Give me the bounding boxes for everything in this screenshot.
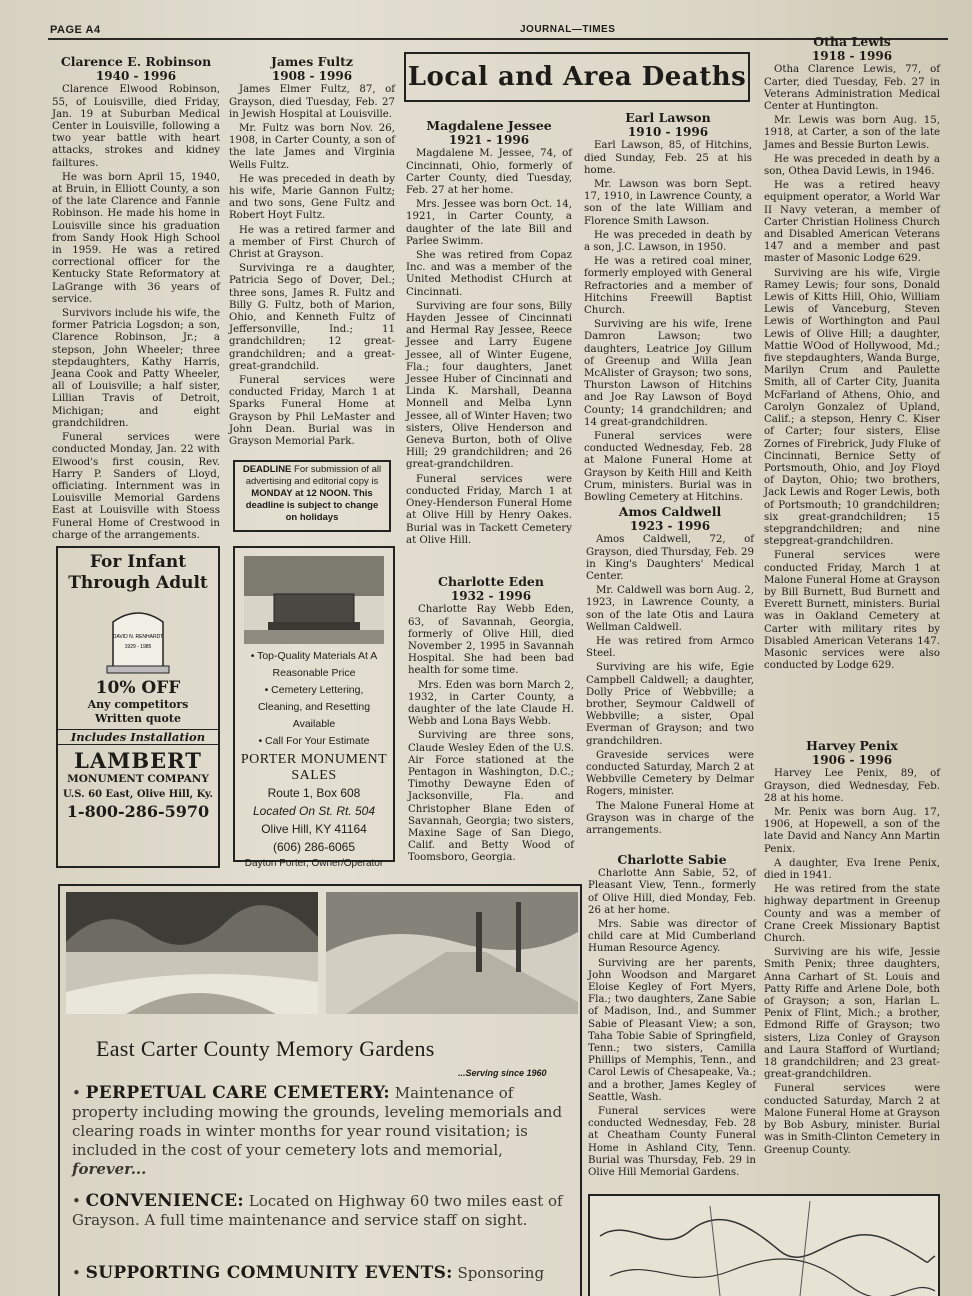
- stone-name: DAVID N. RENHARDT: [112, 634, 164, 640]
- deadline-label: DEADLINE: [242, 464, 292, 475]
- company-city: Olive Hill, KY 41164: [261, 822, 367, 836]
- obit-paragraph: Charlotte Ann Sabie, 52, of Pleasant View, Tenn., formerly of Olive Hill, died Monday, Feb. 26 at her home.: [588, 868, 756, 916]
- bullet-heading: PERPETUAL CARE CEMETERY:: [85, 1083, 390, 1103]
- obit-paragraph: Surviving are his wife, Irene Damron Lawson; two daughters, Leatrice Joy Gillum of Greenup and Willa Jean McAlister of Grayson; two sons, Thurston Lawson of Hitchins and Joe Ray Lawson of Boyd County; 14 grandchildren; and 14 great-grandchildren.: [584, 319, 752, 428]
- ad-bullet: • Cemetery Lettering, Cleaning, and Resetting Available: [257, 684, 371, 730]
- obit-paragraph: Survivinga re a daughter, Patricia Sego of Dover, Del.; three sons, James R. Fultz and Billy G. Fultz, both of Marion, Ohio, and Kenneth Fultz of Jeffersonville, Ind.; 11 grandchildren; 12 great-grandchildren; and a great-great-grandchild.: [229, 263, 395, 372]
- obit-years: 1923 - 1996: [629, 519, 711, 534]
- section-title-box: [404, 52, 750, 102]
- paper-name: JOURNAL—TIMES: [520, 24, 616, 35]
- obit-paragraph: Magdalene M. Jessee, 74, of Cincinnati, Ohio, formerly of Carter County, died Tuesday, Feb. 27 at her home.: [406, 148, 572, 197]
- section-title: Local and Area Deaths: [407, 62, 747, 92]
- deadline-bold-text: MONDAY at 12 NOON. This deadline is subject to change on holidays: [245, 488, 379, 523]
- company-address: U.S. 60 East, Olive Hill, Ky.: [63, 789, 213, 800]
- company-subname: MONUMENT COMPANY: [67, 773, 209, 785]
- obit-paragraph: He was preceded in death by a son, J.C. Lawson, in 1950.: [584, 229, 752, 254]
- cemetery-image-right: [326, 892, 578, 1014]
- company-name: PORTER MONUMENT SALES: [240, 752, 388, 783]
- obit-paragraph: Surviving are four sons, Billy Hayden Jessee of Cincinnati and Hermal Ray Jessee, Reece Jessee and Larry Eugene Jessee, all of Winter Eugene, Fla.; four daughters, Janet Jessee Huber of Cincinnati and Linda K. Marshall, Deanna Monnell and Melba Lynn Jessee, all of Winter Haven; two sisters, Olive Henderson and Geneva Burton, both of Olive Hill; 29 grandchildren; and 26 great-grandchildren.: [406, 300, 572, 471]
- map-drawing: [590, 1196, 938, 1296]
- cemetery-photo-right: [326, 892, 578, 1014]
- obit-paragraph: He was a retired farmer and a member of First Church of Christ at Grayson.: [229, 224, 395, 261]
- obit-paragraph: Mr. Penix was born Aug. 17, 1906, at Hopewell, a son of the late David and Nancy Ann Martin Penix.: [764, 807, 940, 855]
- obituary-lawson: [584, 112, 752, 506]
- ad-line: Any competitors: [87, 698, 189, 711]
- monument-photo: [244, 556, 384, 644]
- obituary-fultz: [229, 56, 395, 450]
- ad-bullet-community: • SUPPORTING COMMUNITY EVENTS: Sponsoring: [72, 1263, 545, 1283]
- obit-name: Magdalene Jessee: [426, 118, 552, 133]
- obit-paragraph: He was retired from the state highway department in Greenup County and was a member of Crane Creek Missionary Baptist Church.: [764, 884, 940, 945]
- obit-paragraph: Surviving are her parents, John Woodson and Margaret Eloise Kegley of Fort Myers, Fla.; two daughters, Zane Sabie of Madison, Ind., and Summer Sabie of Pleasant View; a son, Taha Tobie Sabie of Springfield, Tenn.; two sisters, Camilla Phillips of Memphis, Tenn., and Carol Lewis of Chesapeake, Va.; and a brother, James Kegley of Seattle, Wash.: [588, 957, 756, 1103]
- bullet-heading: CONVENIENCE:: [85, 1191, 245, 1211]
- obit-name: Otha Lewis: [813, 34, 891, 49]
- obit-paragraph: Surviving are his wife, Egie Campbell Caldwell; a daughter, Dolly Price of Webbville; a brother, Seymour Caldwell of Webbville; a sister, Opal Everman of Grayson; and two grandchildren.: [586, 662, 754, 747]
- deadline-box: [233, 460, 391, 532]
- installation-note: Includes Installation: [58, 729, 218, 745]
- bullet-heading: SUPPORTING COMMUNITY EVENTS:: [85, 1263, 453, 1283]
- obit-paragraph: Otha Clarence Lewis, 77, of Carter, died Tuesday, Feb. 27 in Veterans Administration Medical Center at Huntington.: [764, 64, 940, 113]
- obit-paragraph: Funeral services were conducted Monday, Jan. 22 with Elwood's first cousin, Rev. Harry P. Sanders of Lloyd, officiating. Internment was in Louisville Memorial Gardens East at Louisville with Stoess Funeral Home of Crestwood in charge of the arrangements.: [52, 432, 220, 541]
- ad-bullet-perpetual-care: • PERPETUAL CARE CEMETERY: Maintenance of property including mowing the grounds, leveling memorials and clearing roads in winter months for year round visitation; is included in the cost of your cemetery lots and memorial, forever...: [72, 1083, 563, 1178]
- obit-paragraph: Mr. Caldwell was born Aug. 2, 1923, in Lawrence County, a son of the late Otis and Laura Wellman Caldwell.: [586, 585, 754, 633]
- ad-bullet: • Top-Quality Materials At A Reasonable Price: [250, 650, 378, 679]
- obit-paragraph: He was preceded in death by his wife, Marie Gannon Fultz; and two sons, Gene Fultz and Robert Hoyt Fultz.: [229, 173, 395, 222]
- obit-paragraph: Charlotte Ray Webb Eden, 63, of Savannah, Georgia, formerly of Olive Hill, died November 2, 1995 in Savannah Hospital. She had been bad health for some time.: [408, 604, 574, 677]
- obit-name: Harvey Penix: [806, 738, 898, 753]
- page-number: PAGE A4: [50, 24, 101, 36]
- company-owner: Dayton Porter, Owner/Operator: [244, 858, 384, 869]
- obit-paragraph: James Elmer Fultz, 87, of Grayson, died Tuesday, Feb. 27 in Jewish Hospital at Louisville.: [229, 84, 395, 120]
- obit-paragraph: Funeral services were conducted Friday, March 1 at Malone Funeral Home at Grayson by Bill Burnett, Bud Burnett and Everett Burnett, ministers. Burial was in Oakland Cemetery at Carter with military rites by Disabled American Veterans 147. Masonic services were also conducted by Lodge 629.: [764, 550, 940, 672]
- obit-paragraph: Mr. Lewis was born Aug. 15, 1918, at Carter, a son of the late James and Bessie Burton Lewis.: [764, 115, 940, 151]
- obit-years: 1918 - 1996: [811, 49, 893, 64]
- obit-years: 1908 - 1996: [271, 69, 353, 84]
- obituary-penix: [764, 740, 940, 1159]
- deadline-text: For submission of all advertising and editorial copy is: [245, 464, 382, 487]
- obit-name: Clarence E. Robinson: [60, 54, 212, 69]
- obit-paragraph: Mrs. Jessee was born Oct. 14, 1921, in Carter County, a daughter of the late Bill and Parlee Swimm.: [406, 199, 572, 247]
- obit-paragraph: Funeral services were conducted Friday, March 1 at Oney-Henderson Funeral Home at Olive Hill by Henry Oakes. Burial was in Tackett Cemetery at Olive Hill.: [406, 473, 572, 546]
- obit-years: 1932 - 1996: [450, 589, 532, 604]
- obit-paragraph: A daughter, Eva Irene Penix, died in 1941.: [764, 857, 940, 882]
- obit-years: 1906 - 1996: [811, 753, 893, 768]
- obit-paragraph: Funeral services were conducted Wednesday, Feb. 28 at Malone Funeral Home at Grayson by Keith Hill and Keith Crum, ministers. Burial was in Bowling Cemetery at Hitchins.: [584, 431, 752, 504]
- obit-paragraph: Amos Caldwell, 72, of Grayson, died Thursday, Feb. 29 in King's Daughters' Medical Center.: [586, 534, 754, 583]
- obit-paragraph: She was retired from Copaz Inc. and was a member of the United Methodist CHurch at Cincinnati.: [406, 250, 572, 298]
- obituary-robinson: [52, 56, 220, 544]
- obit-paragraph: He was born April 15, 1940, at Bruin, in Elliott County, a son of the late Clarence and Fannie Robinson. He made his home in Louisville since his graduation from Sandy Hook High School in 1959. He was a retired correctional officer for the Kentucky State Reformatory at LaGrange with 36 years of service.: [52, 171, 220, 305]
- obituary-eden: [408, 576, 574, 867]
- obit-paragraph: Survivors include his wife, the former Patricia Logsdon; a son, Clarence Robinson, Jr.; a stepson, John Wheeler; three stepdaughters, Kathy Harris, Jeana Cook and Patty Wheeler, all of Louisville; a half sister, Lillian Travis of Detroit, Michigan; and eight grandchildren.: [52, 308, 220, 429]
- bullet-text: Sponsoring: [452, 1264, 545, 1282]
- company-route: Route 1, Box 608: [267, 786, 361, 800]
- obit-paragraph: Surviving are three sons, Claude Wesley Eden of the U.S. Air Force stationed at the Pentagon in Washington, D.C.; Timothy Dewayne Eden of Jacksonville, Fla. and Christopher Blane Eden of Savannah, Georgia; two sisters, Maxine Sage of San Diego, Calif. and Betty Wood of Toomsboro, Georgia.: [408, 730, 574, 864]
- obit-name: Charlotte Sabie: [617, 852, 727, 867]
- obit-paragraph: Mr. Fultz was born Nov. 26, 1908, in Carter County, a son of the late James and Virginia Wells Fultz.: [229, 123, 395, 171]
- obit-paragraph: He was preceded in death by a son, Othea David Lewis, in 1946.: [764, 153, 940, 178]
- company-phone: (606) 286-6065: [272, 840, 356, 854]
- obit-paragraph: Earl Lawson, 85, of Hitchins, died Sunday, Feb. 25 at his home.: [584, 140, 752, 176]
- obit-paragraph: He was a retired coal miner, formerly employed with General Refractories and a member of Hitchins Freewill Baptist Church.: [584, 256, 752, 317]
- ad-headline: For Infant Through Adult: [68, 552, 208, 593]
- serving-since: ...Serving since 1960: [458, 1068, 547, 1078]
- obit-years: 1921 - 1996: [448, 133, 530, 148]
- company-phone: 1-800-286-5970: [66, 802, 210, 821]
- ad-line: Written quote: [95, 712, 181, 725]
- discount-text: 10% OFF: [95, 678, 181, 698]
- lambert-monument-ad: [56, 546, 220, 868]
- obituary-jessee: [406, 120, 572, 549]
- obit-years: 1910 - 1996: [627, 125, 709, 140]
- bullet-end: forever...: [72, 1160, 147, 1178]
- ad-title: East Carter County Memory Gardens: [96, 1036, 435, 1061]
- obit-years: 1940 - 1996: [95, 69, 177, 84]
- map-illustration: [588, 1194, 940, 1296]
- headstone-illustration: [103, 600, 173, 674]
- obit-paragraph: Mr. Lawson was born Sept. 17, 1910, in Lawrence County, a son of the late William and Florence Smith Lawson.: [584, 179, 752, 227]
- cemetery-photo-left: [66, 892, 318, 1014]
- obit-paragraph: Funeral services were conducted Friday, March 1 at Sparks Funeral Home at Grayson by Phil LeMaster and John Dean. Burial was in Grayson Memorial Park.: [229, 375, 395, 448]
- obit-name: Charlotte Eden: [438, 574, 544, 589]
- porter-monument-ad: [233, 546, 395, 869]
- obit-paragraph: Graveside services were conducted Saturday, March 2 at Webbville Cemetery by Delmar Rogers, minister.: [586, 749, 754, 798]
- obit-paragraph: The Malone Funeral Home at Grayson was in charge of the arrangements.: [586, 800, 754, 837]
- stone-dates: 1929 - 1985: [124, 644, 152, 650]
- obit-paragraph: He was retired from Armco Steel.: [586, 636, 754, 660]
- obit-paragraph: Funeral services were conducted Saturday, March 2 at Malone Funeral Home at Grayson by Bob Asbury, minister. Burial was in Smith-Clinton Cemetery in Greenup County.: [764, 1083, 940, 1156]
- obit-paragraph: Surviving are his wife, Jessie Smith Penix; three daughters, Anna Carhart of St. Louis and Patty Riffe and Arlene Dole, both of Grayson; a son, Harlan L. Penix of Flint, Mich.; a brother, Edmond Riffe of Grayson; two sisters, Liza Conley of Grayson and Laura Stafford of Wurtland; 18 grandchildren; and 23 great-great-grandchildren.: [764, 947, 940, 1081]
- ad-bullet-convenience: • CONVENIENCE: Located on Highway 60 two miles east of Grayson. A full time maintenance and service staff on sight.: [72, 1191, 563, 1229]
- company-name: LAMBERT: [74, 748, 202, 773]
- obit-name: James Fultz: [271, 54, 353, 69]
- bullet-text: Maintenance of property including mowing the grounds, leveling memorials and clearing roads in winter months for year round visitation; is included in the cost of your cemetery lots and memorial,: [72, 1084, 563, 1159]
- memory-gardens-ad: [58, 884, 582, 1296]
- obit-name: Earl Lawson: [625, 110, 711, 125]
- obit-name: Amos Caldwell: [618, 504, 722, 519]
- obit-paragraph: Surviving are his wife, Virgie Ramey Lewis; four sons, Donald Lewis of Kitts Hill, Ohio, William Lewis of Vanceburg, Steven Lewis of Worthington and Paul Lewis of Olive Hill; a daughter, Mattie WOod of Hollywood, Md.; five stepdaughters, Wanda Burge, Marilyn Crum and Paulette Smith, all of Carter City, Juanita McFarland of Athens, Ohio, and Carolyn Gonzalez of Upland, Calif.; a stepson, Henry C. Kiser of Carter; four sisters, Elise Zornes of Firebrick, Judy Fluke of Cincinnati, Bernice Setty of Portsmouth, Ohio, and Joy Floyd of Dayton, Ohio; two brothers, Jack Lewis and Roger Lewis, both of Portsmouth; 10 grandchildren; six great-grandchildren; 15 stepgrandchildren; and nine stepgreat-grandchildren.: [764, 267, 940, 548]
- cemetery-image-left: [66, 892, 318, 1014]
- obit-paragraph: Clarence Elwood Robinson, 55, of Louisville, died Friday, Jan. 19 at Suburban Medical Center in Louisville, following a two year battle with heart attacks, strokes and kidney failtures.: [52, 84, 220, 169]
- company-location: Located On St. Rt. 504: [252, 804, 376, 818]
- obituary-lewis: [764, 36, 940, 674]
- headstone-icon: [103, 600, 173, 674]
- obit-paragraph: Harvey Lee Penix, 89, of Grayson, died Wednesday, Feb. 28 at his home.: [764, 768, 940, 804]
- ad-bullet: • Call For Your Estimate: [258, 735, 370, 747]
- monument-image: [244, 556, 384, 644]
- obit-paragraph: He was a retired heavy equipment operator, a World War II Navy veteran, a member of Carter Christian Holiness Church and Disabled American Veterans 147 and a member and past master of Masonic Lodge 629.: [764, 180, 940, 265]
- obituary-caldwell: [586, 506, 754, 839]
- obit-paragraph: Mrs. Sabie was director of child care at Mid Cumberland Human Resource Agency.: [588, 919, 756, 955]
- obit-paragraph: Mrs. Eden was born March 2, 1932, in Carter County, a daughter of the late Claude H. Webb and Lona Bays Webb.: [408, 679, 574, 728]
- bullet-text: Located on Highway 60 two miles east of Grayson. A full time maintenance and service staff on sight.: [72, 1192, 563, 1229]
- obit-paragraph: Funeral services were conducted Wednesday, Feb. 28 at Cheatham County Funeral Home in Ashland City, Tenn. Burial was Thursday, Feb. 29 in Olive Hill Memorial Gardens.: [588, 1106, 756, 1179]
- obituary-sabie: [588, 854, 756, 1181]
